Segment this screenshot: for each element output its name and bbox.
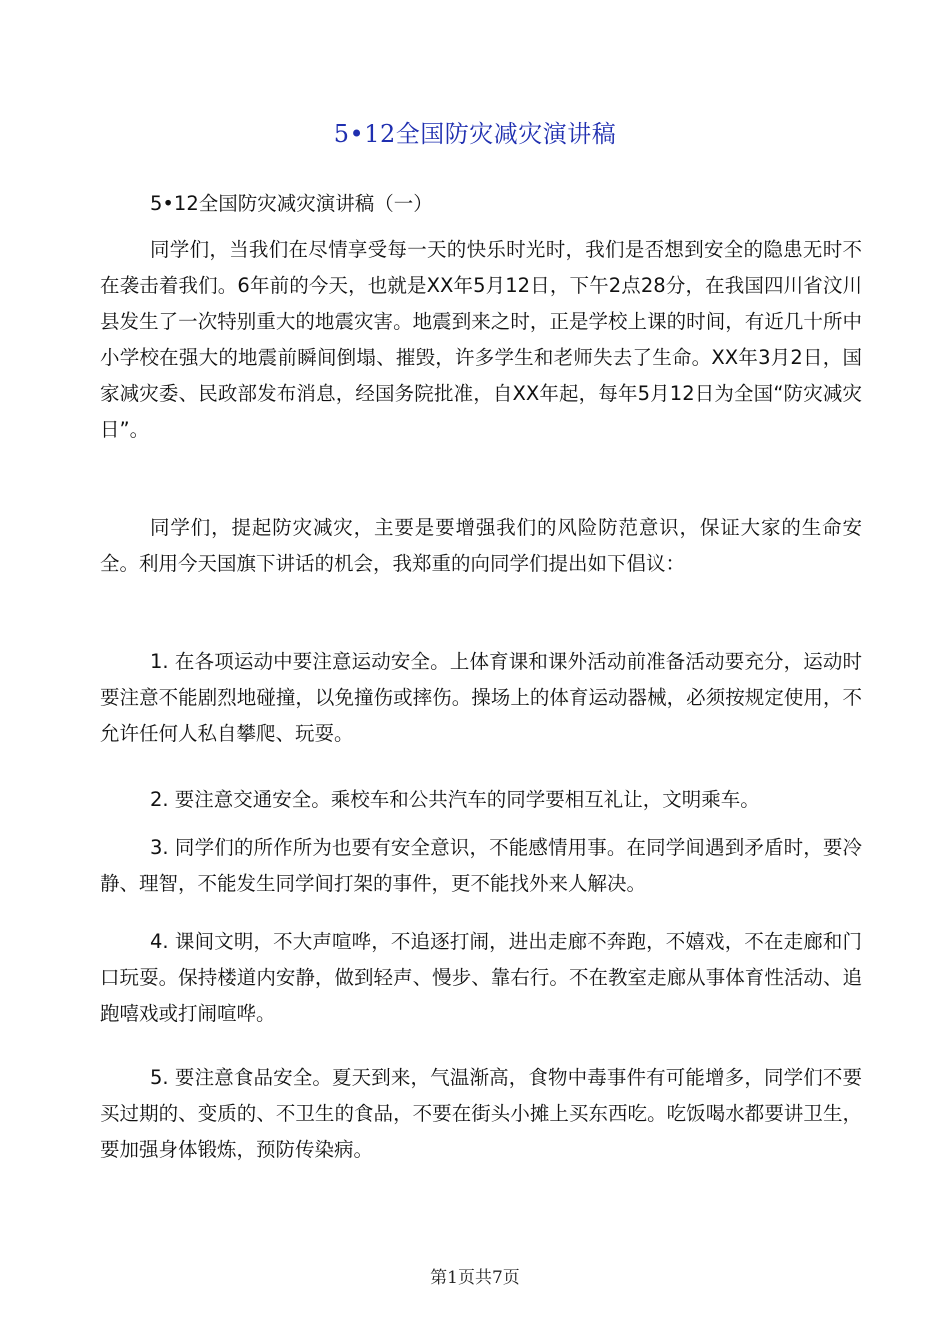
paragraph-intro — [100, 232, 862, 448]
paragraph-text: 5. 要注意食品安全。夏天到来，气温渐高，食物中毒事件有可能增多，同学们不要买过期的、变质的、不卫生的食品，不要在街头小摊上买东西吃。吃饭喝水都要讲卫生，要加强身体锻炼，预防传染病。 — [100, 1066, 862, 1161]
paragraph-text: 3. 同学们的所作所为也要有安全意识，不能感情用事。在同学间遇到矛盾时，要冷静、理智，不能发生同学间打架的事件，更不能找外来人解决。 — [100, 836, 862, 895]
list-item-4 — [100, 924, 862, 1032]
paragraph-text: 同学们，当我们在尽情享受每一天的快乐时光时，我们是否想到安全的隐患无时不在袭击着我们。6年前的今天，也就是XX年5月12日，下午2点28分，在我国四川省汶川县发生了一次特别重大的地震灾害。地震到来之时，正是学校上课的时间，有近几十所中小学校在强大的地震前瞬间倒塌、摧毁，许多学生和老师失去了生命。XX年3月2日，国家减灾委、民政部发布消息，经国务院批准，自XX年起，每年5月12日为全国“防灾减灾日”。 — [100, 238, 862, 441]
section-heading: 5•12全国防灾减灾演讲稿（一） — [150, 192, 433, 215]
paragraph-text: 1. 在各项运动中要注意运动安全。上体育课和课外活动前准备活动要充分，运动时要注意不能剧烈地碰撞，以免撞伤或摔伤。操场上的体育运动器械，必须按规定使用，不允许任何人私自攀爬、玩耍。 — [100, 650, 862, 745]
list-item-5 — [100, 1060, 862, 1168]
document-title: 5•12全国防灾减灾演讲稿 — [333, 120, 617, 148]
page-number-footer: 第1页共7页 — [430, 1268, 520, 1288]
list-item-3 — [100, 830, 862, 902]
paragraph-text: 2. 要注意交通安全。乘校车和公共汽车的同学要相互礼让，文明乘车。 — [150, 788, 760, 811]
paragraph-proposal — [100, 510, 862, 582]
paragraph-text: 4. 课间文明，不大声喧哗，不追逐打闹，进出走廊不奔跑，不嬉戏，不在走廊和门口玩耍。保持楼道内安静，做到轻声、慢步、靠右行。不在教室走廊从事体育性活动、追跑嘻戏或打闹喧哗。 — [100, 930, 862, 1025]
paragraph-text: 同学们，提起防灾减灾，主要是要增强我们的风险防范意识，保证大家的生命安全。利用今天国旗下讲话的机会，我郑重的向同学们提出如下倡议： — [100, 516, 862, 575]
list-item-1 — [100, 644, 862, 752]
list-item-2 — [100, 782, 862, 818]
